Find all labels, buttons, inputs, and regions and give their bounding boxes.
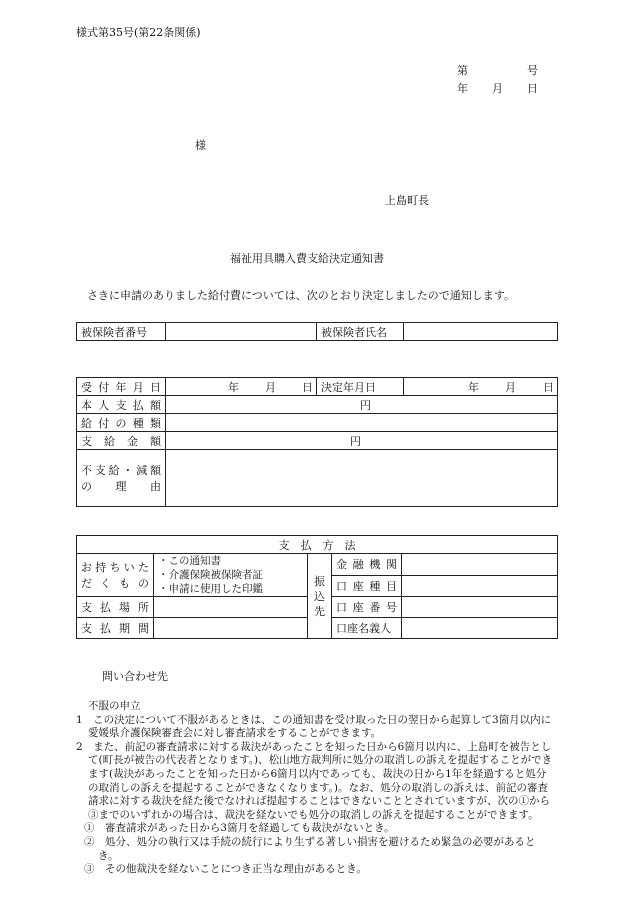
account-number-label: 口座番号 [332,597,402,618]
addressee-suffix: 様 [195,139,206,152]
bring-label-line1: お持ちいた [81,561,149,574]
payment-amount-yen: 円 [350,434,361,448]
account-type-label: 口座種目 [332,575,402,597]
transfer-label [308,554,332,639]
bring-item: ・この通知書 [158,555,221,567]
reason-label-line1: 不支給・減額 [81,464,161,477]
insured-name-field[interactable] [404,323,558,341]
reason-label-line2: の 理 由 [81,480,161,493]
page-title: 福祉用具購入費支給決定通知書 [230,252,384,265]
reason-label [77,450,166,507]
decision-date-label: 決定年月日 [317,378,404,396]
appeal-heading: 不服の申立 [88,700,141,712]
receipt-date-label: 受付年月日 [77,378,166,396]
date-month: 月 [492,82,503,95]
receipt-month: 月 [265,380,276,394]
account-holder-label: 口座名義人 [332,618,402,639]
appeal-subitem: ① 審査請求があった日から3箇月を経過しても裁決がないとき。 [84,822,395,835]
date-year: 年 [457,82,468,95]
number-go: 号 [527,64,538,77]
bank-field[interactable] [402,554,558,576]
place-field[interactable] [154,597,308,618]
account-holder-field[interactable] [402,618,558,639]
payment-amount-label: 支給金額 [77,432,166,450]
decision-day: 日 [543,380,554,394]
insured-name-label: 被保険者氏名 [317,323,404,341]
benefit-type-label: 給付の種類 [77,414,166,432]
period-label: 支払期間 [77,618,154,639]
bank-label: 金融機関 [332,554,402,576]
bring-item: ・介護保険被保険者証 [158,569,263,581]
decision-month: 月 [505,380,516,394]
transfer-char: 先 [314,604,325,618]
appeal-subitem: ② 処分、処分の執行又は手続の続行により生ずる著しい損害を避けるため緊急の必要があるとき。 [84,835,536,862]
bring-items [154,554,308,597]
bring-item: ・申請に使用した印鑑 [158,583,263,595]
period-field[interactable] [154,618,308,639]
reason-field[interactable] [166,450,558,507]
insured-number-field[interactable] [166,323,317,341]
account-type-field[interactable] [402,575,558,597]
bring-label-line2: だくもの [81,577,149,590]
contact-label: 問い合わせ先 [102,670,168,683]
bring-label [77,554,154,597]
transfer-char: 込 [314,589,325,603]
payment-method-title: 支 払 方 法 [77,536,558,554]
intro-text: さきに申請のありました給付費については、次のとおり決定しましたので通知します。 [87,289,515,302]
decision-year: 年 [468,380,479,394]
issuer: 上島町長 [385,194,429,207]
date-day: 日 [527,82,538,95]
receipt-year: 年 [228,380,239,394]
self-payment-label: 本人支払額 [77,396,166,414]
receipt-date-field[interactable] [166,378,317,396]
self-payment-field[interactable] [166,396,558,414]
appeal-subitem: ③ その他裁決を経ないことにつき正当な理由があるとき。 [84,863,367,876]
self-payment-yen: 円 [360,398,371,412]
appeal-notes [76,700,556,877]
place-label: 支払場所 [77,597,154,618]
appeal-item: 2 また、前記の審査請求に対する裁決があったことを知った日から6箇月以内に、上島町を被告として(町長が被告の代表者となります。)、松山地方裁判所に処分の取消しの訴えを提起することができます(裁決があったことを知った日から6箇月以内であっても、裁決の日から1年を経過すると処分の取消しの訴えを提起することができなくなります。)。なお、処分の取消しの訴えは、前記の審査請求に対する裁決を経た後でなければ提起することはできないこととされていますが、次の①から③までのいずれかの場合は、裁決を経ないでも処分の取消しの訴えを提起することができます。 [76,740,553,821]
transfer-char: 振 [314,574,325,588]
payment-amount-field[interactable] [166,432,558,450]
benefit-type-field[interactable] [166,414,558,432]
insured-number-label: 被保険者番号 [77,323,166,341]
receipt-day: 日 [302,380,313,394]
decision-date-field[interactable] [404,378,558,396]
payment-method-table [76,535,558,639]
details-table [76,377,558,507]
insured-table [76,322,558,341]
account-number-field[interactable] [402,597,558,618]
appeal-item: 1 この決定について不服があるときは、この通知書を受け取った日の翌日から起算して3箇月以内に愛媛県介護保険審査会に対し審査請求をすることができます。 [76,713,552,740]
form-id: 様式第35号(第22条関係) [76,26,201,39]
number-dai: 第 [457,64,468,77]
